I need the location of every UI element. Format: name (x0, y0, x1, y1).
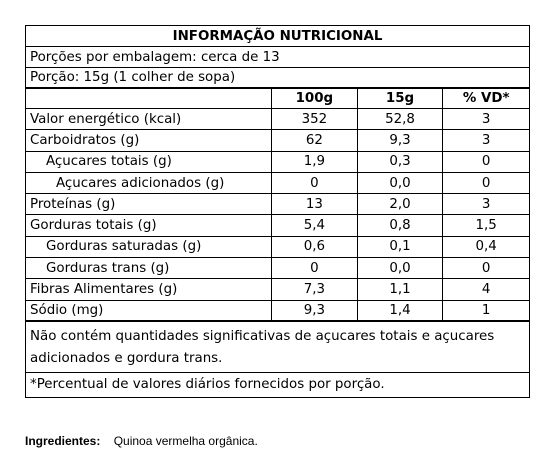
value-daily-percent: 1,5 (475, 218, 497, 234)
value-100g: 5,4 (272, 215, 358, 235)
value-15g: 0,0 (358, 173, 444, 193)
value-100g: 352 (272, 109, 358, 129)
nutrient-name: Valor energético (kcal) (26, 109, 272, 129)
value-100g: 0,6 (272, 237, 358, 257)
value-daily-percent: 0 (481, 260, 491, 276)
value-daily-percent: 3 (481, 111, 491, 127)
nutrition-note: Não contém quantidades significativas de açucares totais e açucares adicionados e gordura trans. (26, 322, 529, 373)
table-row (26, 194, 529, 215)
nutrient-name: Gorduras saturadas (g) (26, 237, 272, 257)
column-header-nutrient (26, 89, 272, 108)
table-row (26, 109, 529, 130)
table-row (26, 130, 529, 151)
value-15g: 0,3 (358, 152, 444, 172)
nutrient-rows (26, 109, 529, 322)
nutrient-name: Açucares adicionados (g) (26, 173, 272, 193)
servings-per-package: Porções por embalagem: cerca de 13 (26, 47, 529, 68)
value-daily-percent: 0,4 (475, 239, 497, 255)
value-100g: 0 (272, 258, 358, 278)
value-15g: 1,1 (358, 279, 444, 299)
column-header-row (26, 89, 529, 109)
value-daily-percent: 3 (481, 196, 491, 212)
table-row (26, 301, 529, 322)
value-15g: 52,8 (358, 109, 444, 129)
table-row (26, 279, 529, 300)
column-header-100g: 100g (272, 89, 358, 108)
table-row (26, 258, 529, 279)
daily-value-footnote: *Percentual de valores diários fornecidos por porção. (30, 377, 385, 393)
value-daily-percent: 0 (481, 175, 491, 191)
nutrient-name: Açucares totais (g) (26, 152, 272, 172)
value-100g: 7,3 (272, 279, 358, 299)
value-100g: 9,3 (272, 301, 358, 320)
table-row (26, 215, 529, 236)
table-row (26, 237, 529, 258)
value-100g: 13 (272, 194, 358, 214)
value-15g: 0,1 (358, 237, 444, 257)
nutrient-name: Sódio (mg) (26, 301, 272, 320)
nutrient-name: Carboidratos (g) (26, 130, 272, 150)
column-header-15g: 15g (358, 89, 444, 108)
nutrient-name: Gorduras totais (g) (26, 215, 272, 235)
nutrient-name: Gorduras trans (g) (26, 258, 272, 278)
table-row (26, 173, 529, 194)
value-15g: 1,4 (358, 301, 444, 320)
nutrient-name: Proteínas (g) (26, 194, 272, 214)
value-15g: 2,0 (358, 194, 444, 214)
ingredients-label: Ingredientes: (25, 434, 101, 448)
serving-size: Porção: 15g (1 colher de sopa) (26, 68, 529, 89)
value-daily-percent: 4 (481, 282, 491, 298)
table-row (26, 152, 529, 173)
value-100g: 62 (272, 130, 358, 150)
nutrition-facts-table (25, 25, 530, 398)
value-100g: 0 (272, 173, 358, 193)
ingredients-line (25, 434, 258, 448)
column-header-vd: % VD* (462, 91, 510, 106)
value-daily-percent: 0 (481, 154, 491, 170)
value-15g: 0,0 (358, 258, 444, 278)
table-title: INFORMAÇÃO NUTRICIONAL (26, 26, 529, 47)
value-daily-percent: 1 (481, 302, 491, 318)
ingredients-text: Quinoa vermelha orgânica. (113, 434, 258, 448)
value-15g: 0,8 (358, 215, 444, 235)
nutrient-name: Fibras Alimentares (g) (26, 279, 272, 299)
value-100g: 1,9 (272, 152, 358, 172)
value-daily-percent: 3 (481, 132, 491, 148)
value-15g: 9,3 (358, 130, 444, 150)
